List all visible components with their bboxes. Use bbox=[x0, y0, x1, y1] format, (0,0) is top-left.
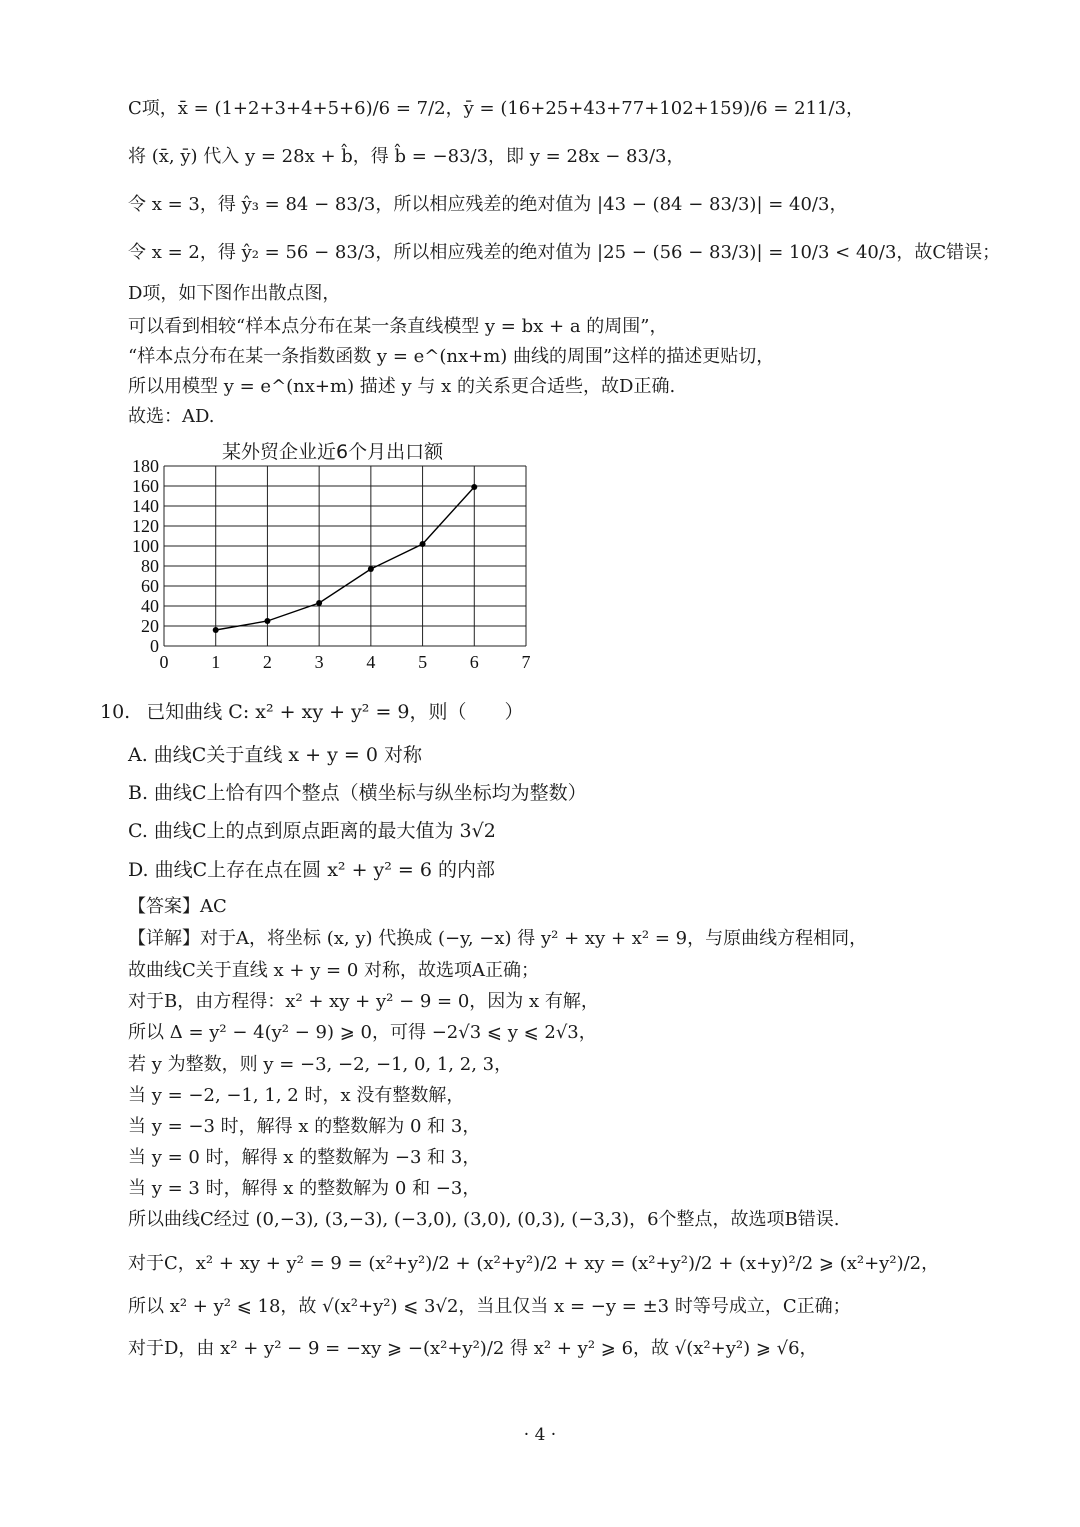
data-point bbox=[368, 566, 374, 572]
option-b: B. 曲线C上恰有四个整点（横坐标与纵坐标均为整数） bbox=[128, 782, 587, 804]
x-tick-label: 6 bbox=[469, 652, 479, 672]
y-tick-label: 0 bbox=[150, 636, 159, 656]
solution-line-8: 所以用模型 y = e^(nx+m) 描述 y 与 x 的关系更合适些，故D正确. bbox=[128, 376, 676, 397]
detail-line-8: 当 y = 0 时，解得 x 的整数解为 −3 和 3， bbox=[128, 1147, 481, 1168]
y-tick-label: 20 bbox=[141, 616, 159, 636]
page-number: · 4 · bbox=[523, 1425, 557, 1445]
detail-line-9: 当 y = 3 时，解得 x 的整数解为 0 和 −3， bbox=[128, 1178, 481, 1199]
y-tick-label: 60 bbox=[141, 576, 159, 596]
data-point bbox=[264, 618, 270, 624]
detail-line-2: 故曲线C关于直线 x + y = 0 对称，故选项A正确； bbox=[128, 960, 540, 981]
x-tick-label: 0 bbox=[159, 652, 169, 672]
detail-line-12: 所以 x² + y² ⩽ 18，故 √(x²+y²) ⩽ 3√2，当且仅当 x = −y = ±3 时等号成立，C正确； bbox=[128, 1296, 851, 1317]
detail-line-3: 对于B，由方程得：x² + xy + y² − 9 = 0，因为 x 有解， bbox=[128, 991, 599, 1012]
line-chart bbox=[110, 460, 550, 675]
option-a: A. 曲线C关于直线 x + y = 0 对称 bbox=[128, 744, 422, 766]
y-tick-label: 80 bbox=[141, 556, 159, 576]
option-c: C. 曲线C上的点到原点距离的最大值为 3√2 bbox=[128, 820, 496, 842]
solution-line-5: D项，如下图作出散点图， bbox=[128, 283, 341, 304]
x-tick-label: 3 bbox=[314, 652, 324, 672]
y-tick-label: 120 bbox=[132, 516, 159, 536]
question-number: 10. bbox=[100, 701, 131, 723]
question-text: 已知曲线 C: x² + xy + y² = 9，则（ ） bbox=[146, 701, 524, 723]
x-tick-label: 4 bbox=[366, 652, 376, 672]
solution-line-7: “样本点分布在某一条指数函数 y = e^(nx+m) 曲线的周围”这样的描述更贴切， bbox=[128, 346, 775, 367]
solution-line-2: 将 (x̄, ȳ) 代入 y = 28x + b̂，得 b̂ = −83/3，即 y = 28x − 83/3， bbox=[128, 146, 685, 167]
y-tick-label: 100 bbox=[132, 536, 159, 556]
detail-line-11: 对于C，x² + xy + y² = 9 = (x²+y²)/2 + (x²+y²)/2 + xy = (x²+y²)/2 + (x+y)²/2 ⩾ (x²+y²)/2， bbox=[128, 1253, 940, 1274]
solution-line-4: 令 x = 2，得 ŷ₂ = 56 − 83/3，所以相应残差的绝对值为 |25 − (56 − 83/3)| = 10/3 < 40/3，故C错误； bbox=[128, 242, 1001, 263]
x-tick-label: 7 bbox=[521, 652, 531, 672]
y-tick-label: 140 bbox=[132, 496, 159, 516]
answer: 【答案】AC bbox=[128, 896, 227, 917]
y-tick-label: 160 bbox=[132, 476, 159, 496]
solution-line-6: 可以看到相较“样本点分布在某一条直线模型 y = bx + a 的周围”， bbox=[128, 316, 668, 337]
solution-line-3: 令 x = 3，得 ŷ₃ = 84 − 83/3，所以相应残差的绝对值为 |43 − (84 − 83/3)| = 40/3， bbox=[128, 194, 848, 215]
detail-line-6: 当 y = −2, −1, 1, 2 时，x 没有整数解， bbox=[128, 1085, 465, 1106]
detail-line-10: 所以曲线C经过 (0,−3), (3,−3), (−3,0), (3,0), (0,3), (−3,3)，6个整点，故选项B错误. bbox=[128, 1209, 840, 1230]
x-tick-label: 2 bbox=[262, 652, 272, 672]
detail-line-5: 若 y 为整数，则 y = −3, −2, −1, 0, 1, 2, 3， bbox=[128, 1054, 513, 1075]
option-d: D. 曲线C上存在点在圆 x² + y² = 6 的内部 bbox=[128, 859, 496, 881]
detail-line-4: 所以 Δ = y² − 4(y² − 9) ⩾ 0，可得 −2√3 ⩽ y ⩽ 2√3， bbox=[128, 1022, 597, 1043]
data-point bbox=[213, 627, 219, 633]
data-point bbox=[420, 541, 426, 547]
question-stem bbox=[100, 697, 524, 724]
x-tick-label: 5 bbox=[418, 652, 428, 672]
x-tick-label: 1 bbox=[211, 652, 221, 672]
data-point bbox=[316, 600, 322, 606]
solution-line-1: C项，x̄ = (1+2+3+4+5+6)/6 = 7/2，ȳ = (16+25+43+77+102+159)/6 = 211/3， bbox=[128, 98, 865, 119]
detail-line-7: 当 y = −3 时，解得 x 的整数解为 0 和 3， bbox=[128, 1116, 481, 1137]
detail-line-1: 【详解】对于A，将坐标 (x, y) 代换成 (−y, −x) 得 y² + xy + x² = 9，与原曲线方程相同， bbox=[128, 928, 868, 949]
chart-title: 某外贸企业近6个月出口额 bbox=[222, 441, 444, 463]
data-point bbox=[471, 484, 477, 490]
series-line bbox=[216, 487, 475, 630]
y-tick-label: 40 bbox=[141, 596, 159, 616]
y-tick-label: 180 bbox=[132, 460, 159, 476]
detail-line-13: 对于D，由 x² + y² − 9 = −xy ⩾ −(x²+y²)/2 得 x² + y² ⩾ 6，故 √(x²+y²) ⩾ √6， bbox=[128, 1338, 818, 1359]
solution-line-9: 故选：AD. bbox=[128, 406, 215, 427]
